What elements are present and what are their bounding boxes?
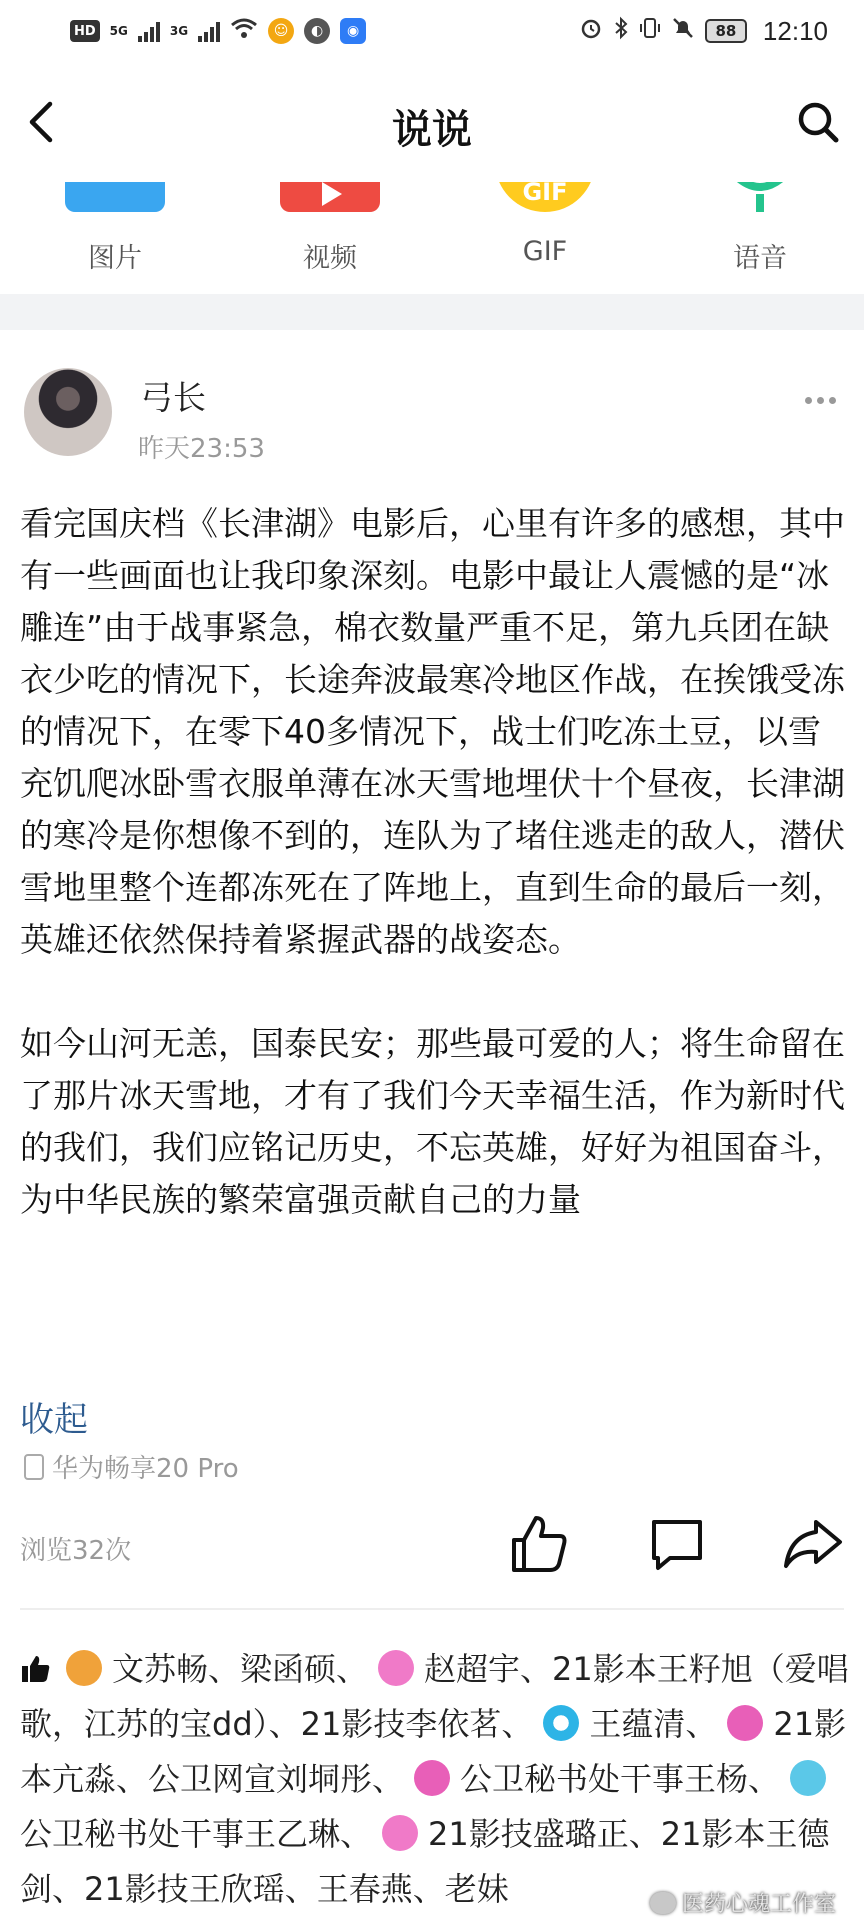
like-button[interactable]: [506, 1512, 572, 1576]
microphone-icon: [710, 182, 810, 212]
likes-list: [20, 1642, 850, 1917]
status-right: [579, 16, 828, 47]
post-timestamp: 昨天23:53: [138, 434, 265, 464]
likes-names[interactable]: 21影本亢淼、公卫网宣刘垌彤、: [20, 1705, 847, 1798]
view-count: 浏览32次: [20, 1536, 132, 1566]
thumbs-up-icon: [506, 1512, 572, 1576]
collapse-link[interactable]: 收起: [20, 1400, 88, 1440]
comment-button[interactable]: [644, 1512, 710, 1576]
gif-icon: [495, 182, 595, 212]
share-button[interactable]: [780, 1512, 846, 1576]
network-3g-label: 3G: [169, 24, 189, 38]
device-info: [24, 1448, 239, 1485]
post-paragraph: 如今山河无恙，国泰民安；那些最可爱的人；将生命留在了那片冰天雪地，才有了我们今天幸福生活，作为新时代的我们，我们应铭记历史，不忘英雄，好好为祖国奋斗，为中华民族的繁荣富强贡献自己的力量: [20, 1024, 845, 1219]
wifi-icon: [230, 17, 258, 45]
watermark-text: 医药心魂工作室: [681, 1892, 836, 1917]
alarm-icon: [579, 16, 603, 46]
image-icon: [65, 182, 165, 212]
likes-names[interactable]: 公卫秘书处干事王乙琳、: [20, 1815, 373, 1853]
section-divider: [0, 294, 864, 330]
media-option-label: 视频: [303, 243, 357, 274]
media-option-label: GIF: [522, 236, 568, 267]
video-icon: [280, 182, 380, 212]
mute-icon: [671, 16, 695, 46]
likes-names[interactable]: 赵超宇、21影本王籽旭（爱唱歌，江苏的宝dd）、21影技李依茗、: [20, 1650, 849, 1743]
likes-names[interactable]: 文苏畅、梁函硕、: [112, 1650, 369, 1688]
more-dot-icon: [817, 397, 824, 404]
media-option-voice[interactable]: [685, 182, 835, 294]
ribbon-avatar-icon: [414, 1760, 450, 1796]
chevron-left-icon: [16, 92, 76, 152]
device-name: 华为畅享20 Pro: [52, 1454, 239, 1484]
app-notification-icon: ☺: [268, 18, 294, 44]
bluetooth-icon: [613, 16, 629, 46]
likes-names[interactable]: 公卫秘书处干事王杨、: [460, 1760, 781, 1798]
more-dot-icon: [829, 397, 836, 404]
back-button[interactable]: [16, 92, 76, 152]
share-icon: [780, 1512, 846, 1576]
basketball-avatar-icon: [66, 1650, 102, 1686]
app-notification-icon: ◐: [304, 18, 330, 44]
signal-icon: [138, 20, 160, 42]
more-options-button[interactable]: [796, 380, 844, 420]
media-option-label: 语音: [733, 243, 787, 274]
status-bar: [0, 0, 864, 62]
vibrate-icon: [639, 16, 661, 46]
crown-avatar-icon: [790, 1760, 826, 1796]
signal-icon: [198, 20, 220, 42]
ring-avatar-icon: [543, 1705, 579, 1741]
search-button[interactable]: [788, 92, 848, 152]
clock: 12:10: [762, 15, 828, 46]
media-option-video[interactable]: [255, 182, 405, 294]
network-5g-label: 5G: [109, 24, 128, 38]
page-title: 说说: [392, 107, 472, 153]
phone-icon: [24, 1454, 44, 1480]
flower-avatar-icon: [378, 1650, 414, 1686]
avatar[interactable]: [24, 368, 112, 456]
divider: [20, 1608, 844, 1610]
likes-names[interactable]: 21影技盛璐正、21影本王德剑、21影技王欣瑶、王春燕、老妹: [20, 1815, 830, 1908]
watermark: [650, 1887, 836, 1918]
post-paragraph: 看完国庆档《长津湖》电影后，心里有许多的感想，其中有一些画面也让我印象深刻。电影中最让人震憾的是“冰雕连”由于战事紧急，棉衣数量严重不足，第九兵团在缺衣少吃的情况下，长途奔波最寒冷地区作战，在挨饿受冻的情况下，在零下40多情况下，战士们吃冻土豆，以雪充饥爬冰卧雪衣服单薄在冰天雪地埋伏十个昼夜，长津湖的寒冷是你想像不到的，连队为了堵住逃走的敌人，潜伏雪地里整个连都冻死在了阵地上，直到生命的最后一刻，英雄还依然保持着紧握武器的战姿态。: [20, 504, 845, 959]
search-icon: [788, 92, 848, 152]
battery-icon: 88: [705, 19, 747, 43]
ribbon-avatar-icon: [727, 1705, 763, 1741]
flower-avatar-icon: [382, 1815, 418, 1851]
app-notification-icon: ◉: [340, 18, 366, 44]
media-option-label: 图片: [88, 243, 142, 274]
title-bar: [0, 62, 864, 182]
media-option-image[interactable]: [40, 182, 190, 294]
more-dot-icon: [805, 397, 812, 404]
gif-badge: GIF: [522, 182, 568, 206]
media-options-strip: [0, 182, 864, 294]
author-name[interactable]: 弓长: [140, 378, 206, 417]
thumbs-up-icon: [20, 1654, 50, 1684]
likes-names[interactable]: 王蕴清、: [589, 1705, 718, 1743]
status-left: [70, 17, 366, 45]
hd-badge: HD: [70, 20, 100, 42]
wechat-icon: [650, 1892, 676, 1914]
media-option-gif[interactable]: [470, 182, 620, 294]
post-content: [20, 498, 850, 1226]
comment-icon: [644, 1512, 710, 1576]
